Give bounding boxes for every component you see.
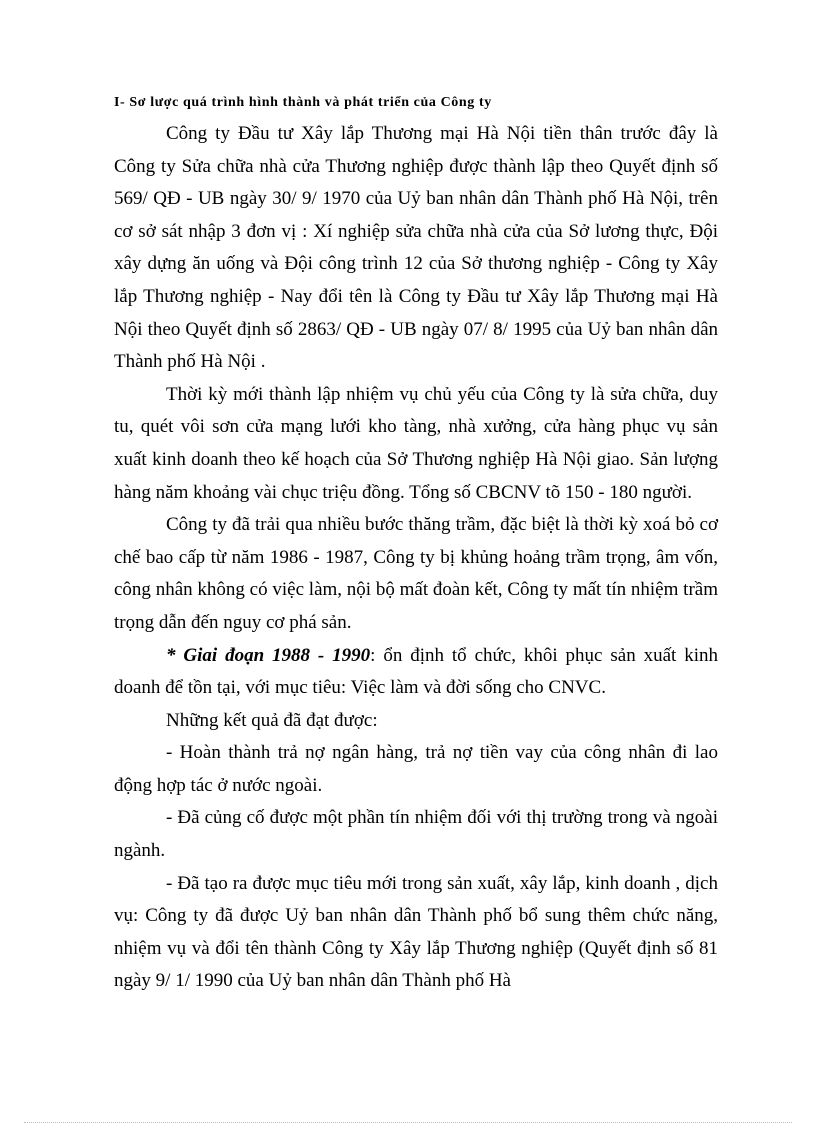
paragraph-early-tasks (114, 379, 718, 509)
paragraph-crisis (114, 509, 718, 639)
paragraph-text: - Đã củng cố được một phần tín nhiệm đối với thị trường trong và ngoài ngành. (114, 807, 718, 862)
paragraph-text: Thời kỳ mới thành lập nhiệm vụ chủ yếu của Công ty là sửa chữa, duy tu, quét vôi sơn cửa mạng lưới kho tàng, nhà xưởng, cửa hàng phục vụ sản xuất kinh doanh theo kế hoạch của Sở Thương nghiệp Hà Nội giao. Sản lượng hàng năm khoảng vài chục triệu đồng. Tổng số CBCNV tõ 150 - 180 người. (114, 383, 718, 503)
paragraph-result-goals (114, 868, 718, 998)
paragraph-history (114, 118, 718, 379)
paragraph-period-1988-1990 (114, 640, 718, 705)
paragraph-text: Công ty đã trải qua nhiều bước thăng trầm, đặc biệt là thời kỳ xoá bỏ cơ chế bao cấp từ năm 1986 - 1987, Công ty bị khủng hoảng trầm trọng, âm vốn, công nhân không có việc làm, nội bộ mất đoàn kết, Công ty mất tín nhiệm trầm trọng dẫn đến nguy cơ phá sản. (114, 514, 718, 633)
paragraph-text: Công ty Đầu tư Xây lắp Thương mại Hà Nội tiền thân trước đây là Công ty Sửa chữa nhà cửa Thương nghiệp được thành lập theo Quyết định số 569/ QĐ - UB ngày 30/ 9/ 1970 của Uỷ ban nhân dân Thành phố Hà Nội, trên cơ sở sát nhập 3 đơn vị : Xí nghiệp sửa chữa nhà cửa của Sở lương thực, Đội xây dựng ăn uống và Đội công trình 12 của Sở thương nghiệp - Công ty Xây lắp Thương nghiệp - Nay đổi tên là Công ty Đầu tư Xây lắp Thương mại Hà Nội theo Quyết định số 2863/ QĐ - UB ngày 07/ 8/ 1995 của Uỷ ban nhân dân Thành phố Hà Nội . (114, 123, 718, 373)
paragraph-result-debt (114, 737, 718, 802)
section-heading: I- Sơ lược quá trình hình thành và phát triển của Công ty (114, 95, 492, 110)
body-text (114, 118, 718, 998)
paragraph-text: Những kết quả đã đạt được: (166, 709, 378, 731)
paragraph-lead: * Giai đoạn 1988 - 1990 (166, 644, 371, 666)
paragraph-text: : ổn định tổ chức, khôi phục sản xuất kinh doanh để tồn tại, với mục tiêu: Việc làm và đời sống cho CNVC. (114, 644, 718, 699)
paragraph-text: - Đã tạo ra được mục tiêu mới trong sản xuất, xây lắp, kinh doanh , dịch vụ: Công ty đã được Uỷ ban nhân dân Thành phố bổ sung thêm chức năng, nhiệm vụ và đổi tên thành Công ty Xây lắp Thương nghiệp (Quyết định số 81 ngày 9/ 1/ 1990 của Uỷ ban nhân dân Thành phố Hà (114, 872, 718, 992)
paragraph-result-trust (114, 802, 718, 867)
paragraph-results-intro (114, 705, 718, 738)
paragraph-text: - Hoàn thành trả nợ ngân hàng, trả nợ tiền vay của công nhân đi lao động hợp tác ở nước ngoài. (114, 742, 718, 796)
